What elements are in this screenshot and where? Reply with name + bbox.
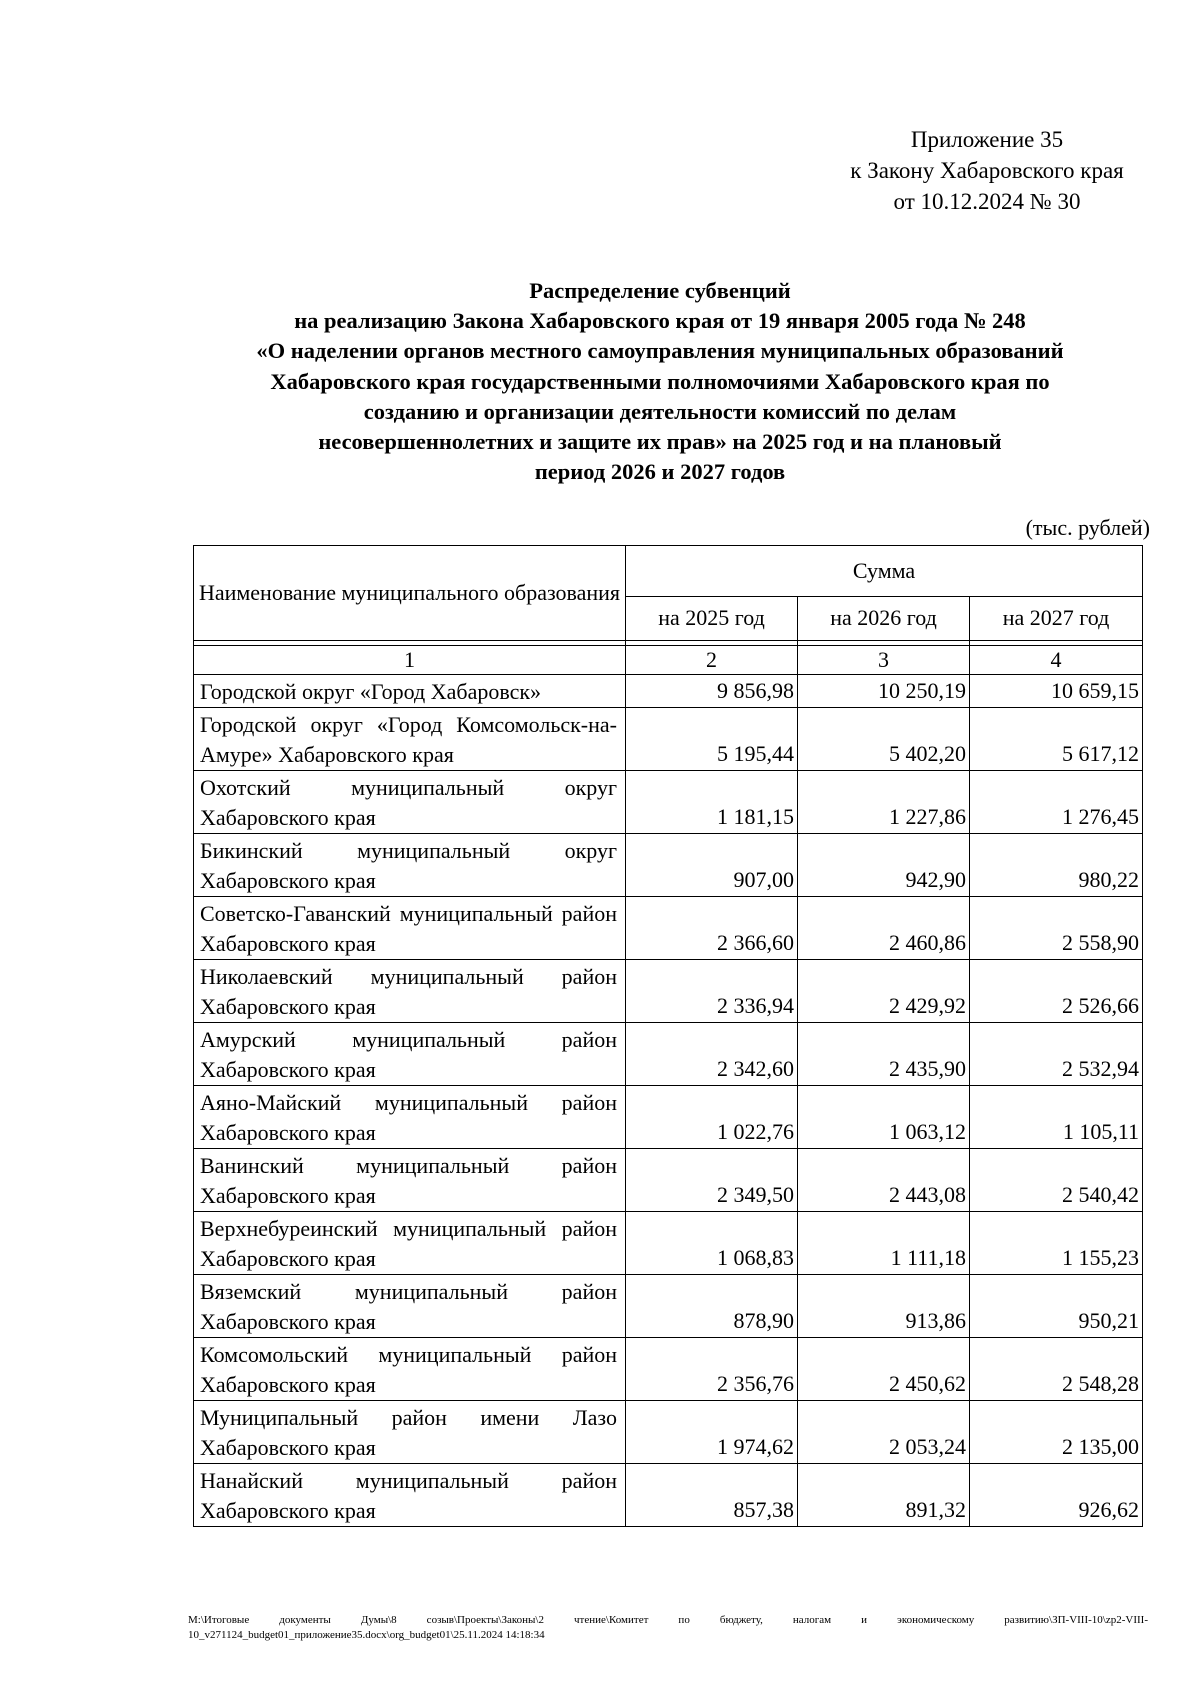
title-line-7: период 2026 и 2027 годов <box>534 459 786 485</box>
amount-2025: 1 974,62 <box>626 1401 798 1464</box>
amount-2026: 2 443,08 <box>798 1149 970 1212</box>
amount-2027: 5 617,12 <box>970 708 1143 771</box>
amount-2027: 926,62 <box>970 1464 1143 1527</box>
table-row <box>194 1464 1143 1527</box>
amount-2025: 878,90 <box>626 1275 798 1338</box>
appendix-number: Приложение 35 <box>910 127 1064 152</box>
amount-2027: 950,21 <box>970 1275 1143 1338</box>
amount-2026: 2 435,90 <box>798 1023 970 1086</box>
col-number: 1 <box>194 646 626 675</box>
amount-2027: 1 155,23 <box>970 1212 1143 1275</box>
municipality-name: Городской округ «Город Хабаровск» <box>194 675 626 708</box>
amount-2027: 2 540,42 <box>970 1149 1143 1212</box>
municipality-name: Городской округ «Город Комсомольск-на-Амуре» Хабаровского края <box>194 708 626 771</box>
municipality-name: Амурский муниципальный район Хабаровского края <box>194 1023 626 1086</box>
amount-2026: 5 402,20 <box>798 708 970 771</box>
title-line-1: Распределение субвенций <box>529 278 791 303</box>
title-line-4: Хабаровского края государственными полномочиями Хабаровского края по <box>270 368 1050 394</box>
municipality-name: Охотский муниципальный округ Хабаровского края <box>194 771 626 834</box>
municipality-name: Аяно-Майский муниципальный район Хабаровского края <box>194 1086 626 1149</box>
amount-2027: 1 105,11 <box>970 1086 1143 1149</box>
table-row <box>194 675 1143 708</box>
amount-2026: 2 460,86 <box>798 897 970 960</box>
title-line-5: созданию и организации деятельности комиссий по делам <box>363 398 957 424</box>
amount-2026: 2 053,24 <box>798 1401 970 1464</box>
amount-2027: 2 532,94 <box>970 1023 1143 1086</box>
amount-2025: 2 356,76 <box>626 1338 798 1401</box>
amount-2025: 857,38 <box>626 1464 798 1527</box>
amount-2026: 10 250,19 <box>798 675 970 708</box>
municipality-name: Нанайский муниципальный район Хабаровского края <box>194 1464 626 1527</box>
municipality-name: Ванинский муниципальный район Хабаровского края <box>194 1149 626 1212</box>
unit-label: (тыс. рублей) <box>1025 515 1150 540</box>
table-row <box>194 1212 1143 1275</box>
table-row <box>194 897 1143 960</box>
amount-2025: 2 336,94 <box>626 960 798 1023</box>
col-number: 3 <box>798 646 970 675</box>
municipality-name: Николаевский муниципальный район Хабаровского края <box>194 960 626 1023</box>
amount-2026: 913,86 <box>798 1275 970 1338</box>
amount-2027: 980,22 <box>970 834 1143 897</box>
amount-2026: 891,32 <box>798 1464 970 1527</box>
document-title <box>190 276 1130 487</box>
amount-2025: 2 349,50 <box>626 1149 798 1212</box>
amount-2027: 2 548,28 <box>970 1338 1143 1401</box>
amount-2027: 2 135,00 <box>970 1401 1143 1464</box>
amount-2025: 1 181,15 <box>626 771 798 834</box>
amount-2026: 1 111,18 <box>798 1212 970 1275</box>
amount-2026: 942,90 <box>798 834 970 897</box>
municipality-name: Советско-Гаванский муниципальный район Хабаровского края <box>194 897 626 960</box>
amount-2026: 1 227,86 <box>798 771 970 834</box>
header-name: Наименование муниципального образования <box>194 546 626 641</box>
appendix-note <box>822 124 1152 217</box>
amount-2025: 2 366,60 <box>626 897 798 960</box>
table-row <box>194 1086 1143 1149</box>
amount-2026: 2 429,92 <box>798 960 970 1023</box>
amount-2027: 2 526,66 <box>970 960 1143 1023</box>
header-year-2027: на 2027 год <box>970 596 1143 640</box>
table-row <box>194 834 1143 897</box>
title-line-2: на реализацию Закона Хабаровского края от 19 января 2005 года № 248 <box>294 308 1026 334</box>
municipality-name: Вяземский муниципальный район Хабаровского края <box>194 1275 626 1338</box>
column-numbers-row <box>194 646 1143 675</box>
amount-2027: 2 558,90 <box>970 897 1143 960</box>
col-number: 2 <box>626 646 798 675</box>
appendix-law: к Закону Хабаровского края <box>850 158 1124 183</box>
header-sum: Сумма <box>626 546 1143 597</box>
file-path-footer: M:\Итоговые документы Думы\8 созыв\Проекты\Законы\2 чтение\Комитет по бюджету, налогам и экономическому развитию\ЗП-VIII-10\zp2-VIII-10_v271124_budget01_приложение35.docx\org_budget01\25.11.2024 14:18:34 <box>188 1614 1148 1641</box>
amount-2026: 1 063,12 <box>798 1086 970 1149</box>
table-row <box>194 1149 1143 1212</box>
amount-2027: 1 276,45 <box>970 771 1143 834</box>
amount-2027: 10 659,15 <box>970 675 1143 708</box>
amount-2025: 5 195,44 <box>626 708 798 771</box>
title-line-6: несовершеннолетних и защите их прав» на 2025 год и на плановый <box>318 429 1002 455</box>
table-row <box>194 1275 1143 1338</box>
amount-2025: 1 022,76 <box>626 1086 798 1149</box>
table-row <box>194 960 1143 1023</box>
appendix-date: от 10.12.2024 № 30 <box>893 189 1081 214</box>
title-line-3: «О наделении органов местного самоуправления муниципальных образований <box>256 338 1064 364</box>
subvention-table <box>193 545 1143 1527</box>
amount-2026: 2 450,62 <box>798 1338 970 1401</box>
table-row <box>194 771 1143 834</box>
table-row <box>194 1401 1143 1464</box>
municipality-name: Верхнебуреинский муниципальный район Хабаровского края <box>194 1212 626 1275</box>
amount-2025: 2 342,60 <box>626 1023 798 1086</box>
col-number: 4 <box>970 646 1143 675</box>
table-row <box>194 1023 1143 1086</box>
amount-2025: 1 068,83 <box>626 1212 798 1275</box>
header-year-2025: на 2025 год <box>626 596 798 640</box>
header-year-2026: на 2026 год <box>798 596 970 640</box>
table-row <box>194 1338 1143 1401</box>
municipality-name: Муниципальный район имени Лазо Хабаровского края <box>194 1401 626 1464</box>
amount-2025: 9 856,98 <box>626 675 798 708</box>
table-row <box>194 708 1143 771</box>
municipality-name: Комсомольский муниципальный район Хабаровского края <box>194 1338 626 1401</box>
amount-2025: 907,00 <box>626 834 798 897</box>
municipality-name: Бикинский муниципальный округ Хабаровского края <box>194 834 626 897</box>
